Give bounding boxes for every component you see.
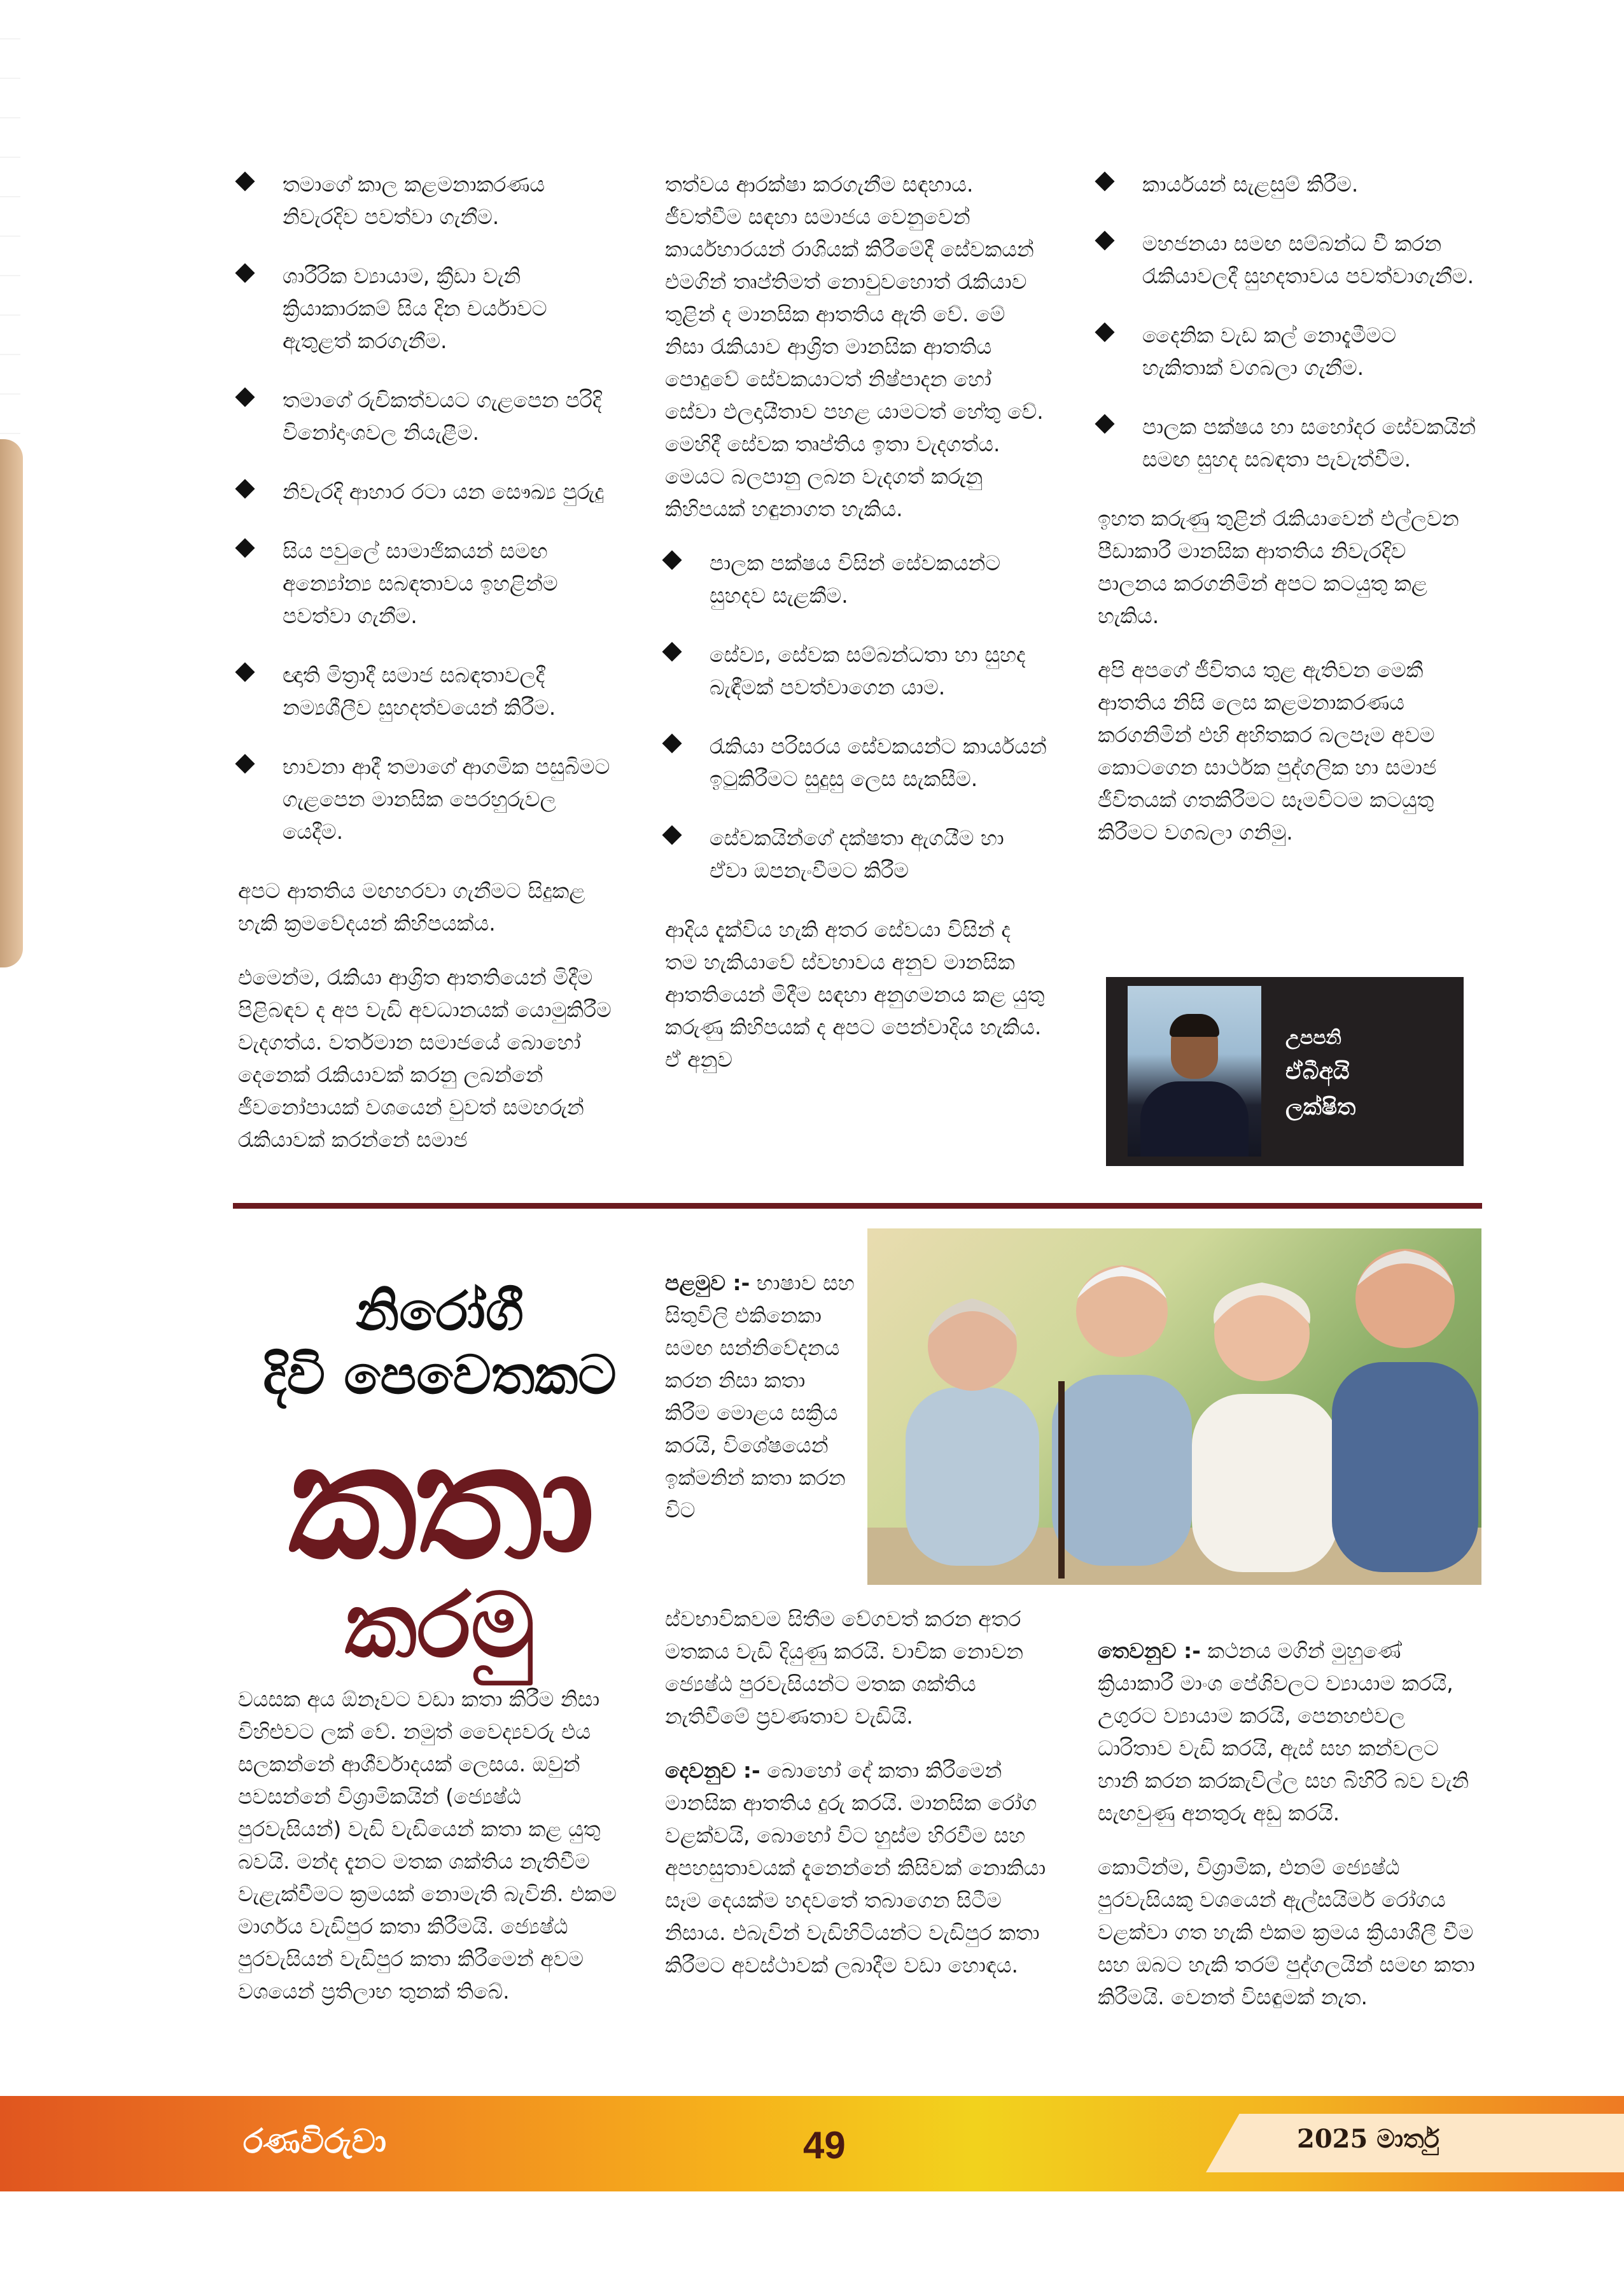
adjacent-page-photo-fragment <box>0 439 23 967</box>
first-text: භාෂාව සහ සිතුවිලි එකිනෙකා සමඟ සන්නිවේදනය කරන නිසා කතා කිරීම මොළය සක්‍රිය කරයි, විශේෂයෙන් ඉක්මනින් කතා කරන විට <box>665 1270 855 1522</box>
diamond-bullet-icon <box>1095 171 1114 191</box>
list-item: ශාරීරික ව්‍යායාම, ක්‍රීඩා වැනි ක්‍රියාකාරකම් සිය දින චර්යාවට ඇතුළත් කරගැනීම. <box>238 260 620 357</box>
list-item: තමාගේ කාල කළමනාකරණය නිවැරදිව පවත්වා ගැනීම. <box>238 168 620 233</box>
list-item: සිය පවුලේ සාමාජිකයන් සමඟ අන්‍යෝන්‍ය සබඳතාවය ඉහළින්ම පවත්වා ගැනීම. <box>238 535 620 632</box>
top-column-3 <box>1098 168 1480 870</box>
author-name-line1: ඒබීඅයි <box>1285 1058 1350 1085</box>
author-rank: උපපනි <box>1285 1027 1341 1049</box>
closing-paragraph: කොටින්ම, විශ්‍රාමික, එනම් ජ්‍යෙෂ්ඨ පුරවැසියකු වශයෙන් ඇල්සයිමර් රෝගය වළක්වා ගත හැකි එකම ක්‍රමය ක්‍රියාශීලී වීම සහ ඔබට හැකි තරම් පුද්ගලයින් සමඟ කතා කිරීමයි. වෙනත් විසඳුමක් නැත. <box>1098 1855 1475 2009</box>
author-name-line2: ලක්ෂිත <box>1285 1094 1356 1120</box>
page-footer <box>0 2096 1624 2191</box>
diamond-bullet-icon <box>1095 414 1114 433</box>
body-paragraph: එමෙන්ම, රැකියා ආශ්‍රිත ආතතියෙන් මිදීම පිළිබඳව ද අප වැඩි අවධානයක් යොමුකිරීම වැදගත්ය. වර්තමාන සමාජයේ බොහෝ දෙනෙක් රැකියාවක් කරනු ලබන්නේ ජීවනෝපායක් වශයෙන් වුවත් සමහරුන් රැකියාවක් කරන්නේ සමාජ <box>238 965 612 1152</box>
first-label: පළමුව :- <box>665 1270 750 1295</box>
diamond-bullet-icon <box>235 263 255 283</box>
list-item: පාලක පක්ෂය විසින් සේවකයන්ට සුහදව සැළකීම. <box>665 547 1047 612</box>
elderly-group-photo <box>867 1228 1481 1585</box>
col2-bullet-list <box>665 547 1047 887</box>
headline-line-1: නිරෝගී <box>356 1280 524 1342</box>
headline-small-word: කරමු <box>344 1574 535 1678</box>
list-item: දෛනික වැඩ කල් නොදැමීමට හැකිතාක් වගබලා ගැනීම. <box>1098 319 1480 384</box>
diamond-bullet-icon <box>662 642 682 661</box>
third-point-column <box>1098 1635 1480 2035</box>
headline-big-word: කතා <box>288 1409 592 1594</box>
author-photo <box>1128 986 1261 1157</box>
headline-line-2: දිවි පෙවෙතකට <box>263 1344 617 1406</box>
page-number: 49 <box>803 2124 846 2167</box>
top-column-2 <box>665 168 1047 1097</box>
first-point-narrow <box>665 1267 856 1548</box>
diamond-bullet-icon <box>235 538 255 558</box>
list-item: මහජනයා සමඟ සම්බන්ධ වී කරන රැකියාවලදී සුහදතාවය පවත්වාගැනීම. <box>1098 227 1480 292</box>
diamond-bullet-icon <box>662 825 682 845</box>
diamond-bullet-icon <box>235 662 255 682</box>
diamond-bullet-icon <box>662 733 682 753</box>
list-item: සේව්‍ය, සේවක සම්බන්ධතා හා සුහද බැඳීමක් පවත්වාගෙන යාම. <box>665 638 1047 703</box>
list-item: සේවකයින්ගේ දක්ෂතා ඇගයීම හා ඒවා ඔපනැංවීමට කිරීම <box>665 822 1047 887</box>
issue-date: 2025 මාර්තු <box>1297 2124 1439 2154</box>
author-box <box>1106 977 1464 1166</box>
list-item: රැකියා පරිසරය සේවකයන්ට කාර්යයන් ඉටුකිරීමට සුදුසු ලෙස සැකසීම. <box>665 730 1047 795</box>
body-paragraph: ආදිය දැක්විය හැකි අතර සේවයා විසින් ද තම හැකියාවේ ස්වභාවය අනුව මානසික ආතතියෙන් මිදීම සඳහා අනුගමනය කළ යුතු කරුණු කිහිපයක් ද අපට පෙන්වාදිය හැකිය. ඒ අනුව <box>665 917 1045 1072</box>
second-label: දෙවනුව :- <box>665 1758 760 1783</box>
intro-column <box>238 1683 620 2029</box>
diamond-bullet-icon <box>1095 230 1114 250</box>
list-item: පාලක පක්ෂය හා සහෝදර සේවකයින් සමඟ සුහද සබඳතා පැවැත්වීම. <box>1098 411 1480 475</box>
third-label: තෙවනුව :- <box>1098 1638 1201 1663</box>
third-text: කථනය මගින් මුහුණේ ක්‍රියාකාරී මාංශ පේශිවලට ව්‍යායාම කරයි, උගුරට ව්‍යායාම කරයි, පෙනහළුවල ධාරිතාව වැඩි කරයි, ඇස් සහ කන්වලට හානි කරන කරකැවිල්ල සහ බිහිරි බව වැනි සැඟවුණු අනතුරු අඩු කරයි. <box>1098 1638 1469 1825</box>
diamond-bullet-icon <box>662 550 682 570</box>
body-paragraph: තත්වය ආරක්ෂා කරගැනීම සඳහාය. ජීවත්වීම සඳහා සමාජය වෙනුවෙන් කාර්යභාරයන් රාශියක් කිරීමේදී සේවකයන් එමගින් තෘප්තිමත් නොවුවහොත් රැකියාව තුළින් ද මානසික ආතතිය ඇති වේ. මේ නිසා රැකියාව ආශ්‍රිත මානසික ආතතිය පොදුවේ සේවකයාටත් නිෂ්පාදන හෝ සේවා ඵලදායීතාව පහළ යාමටත් හේතු වේ. මෙහිදී සේවක තෘප්තිය ඉතා වැදගත්ය. මෙයට බලපානු ලබන වැදගත් කරුනු කිහිපයක් හඳුනාගත හැකිය. <box>665 172 1044 521</box>
diamond-bullet-icon <box>1095 322 1114 342</box>
section-divider <box>233 1203 1482 1209</box>
second-text: බොහෝ දේ කතා කිරීමෙන් මානසික ආතතිය දුරු කරයි. මානසික රෝග වළක්වයි, බොහෝ විට හුස්ම හිරවීම සහ අපහසුතාවයක් දැනෙන්නේ කිසිවක් නොකියා සෑම දෙයක්ම හදවතේ තබාගෙන සිටීම නිසාය. එබැවින් වැඩිහිටියන්ට වැඩිපුර කතා කිරීමට අවස්ථාවක් ලබාදීම වඩා හොඳය. <box>665 1758 1046 1978</box>
first-point-continued <box>665 1603 1047 2003</box>
magazine-brand: රණවිරුවා <box>243 2123 387 2161</box>
top-column-1 <box>238 168 620 1178</box>
body-paragraph: අපි අපගේ ජීවිතය තුළ ඇතිවන මෙකී ආතතිය නිසි ලෙස කළමනාකරණය කරගනිමින් එහි අහිතකර බලපෑම අවම කොටගෙන සාර්ථක පුද්ගලික හා සමාජ ජීවිතයක් ගතකිරීමට සෑමවිටම කටයුතු කිරීමට වගබලා ගනිමු. <box>1098 657 1437 845</box>
list-item: භාවනා ආදී තමාගේ ආගමික පසුබිමට ගැළපෙන මානසික පෙරහුරුවල යෙදීම. <box>238 750 620 848</box>
list-item: කාර්යයන් සැළසුම් කිරීම. <box>1098 168 1480 200</box>
intro-paragraph: වයසක අය ඕනෑවට වඩා කතා කිරීම නිසා විහිළුවට ලක් වේ. නමුත් වෛද්‍යවරු එය සලකන්නේ ආශීර්වාදයක් ලෙසය. ඔවුන් පවසන්නේ විශ්‍රාමිකයින් (ජ්‍යෙෂ්ඨ පුරවැසියන්) වැඩි වැඩියෙන් කතා කළ යුතු බවයි. මන්ද දැනට මතක ශක්තිය නැතිවීම වැළැක්වීමට ක්‍රමයක් නොමැති බැවිනි. එකම මාර්ගය වැඩිපුර කතා කිරීමයි. ජ්‍යෙෂ්ඨ පුරවැසියන් වැඩිපුර කතා කිරීමෙන් අවම වශයෙන් ප්‍රතිලාභ තුනක් තිබේ. <box>238 1687 617 2004</box>
col3-bullet-list <box>1098 168 1480 475</box>
list-item: තමාගේ රුචිකත්වයට ගැළපෙන පරිදි විනෝදාංශවල නියැළීම. <box>238 384 620 449</box>
diamond-bullet-icon <box>235 754 255 773</box>
body-paragraph: අපට ආතතිය මඟහරවා ගැනීමට සිදුකළ හැකි ක්‍රමවේදයන් කිහිපයක්ය. <box>238 878 585 936</box>
diamond-bullet-icon <box>235 171 255 191</box>
list-item: නිවැරදි ආහාර රටා යන සෞඛ්‍ය පුරුදු <box>238 475 620 508</box>
col1-bullet-list <box>238 168 620 848</box>
elderly-group-illustration <box>867 1228 1481 1585</box>
body-paragraph: ඉහත කරුණු තුළින් රැකියාවෙන් එල්ලවන පීඩාකාරී මානසික ආතතිය නිවැරදිව පාලනය කරගනිමින් අපට කටයුතු කළ හැකිය. <box>1098 506 1459 628</box>
diamond-bullet-icon <box>235 387 255 407</box>
diamond-bullet-icon <box>235 479 255 498</box>
first-continued-text: ස්වභාවිකවම සිතීම වේගවත් කරන අතර මතකය වැඩි දියුණු කරයි. වාචික නොවන ජ්‍යෙෂ්ඨ පුරවැසියන්ට මතක ශක්තිය නැතිවීමේ ප්‍රවණතාව වැඩියි. <box>665 1607 1024 1729</box>
list-item: ඥාති මිත්‍රාදී සමාජ සබඳතාවලදී නම්‍යශීලීව සුහදත්වයෙන් කිරීම. <box>238 659 620 724</box>
